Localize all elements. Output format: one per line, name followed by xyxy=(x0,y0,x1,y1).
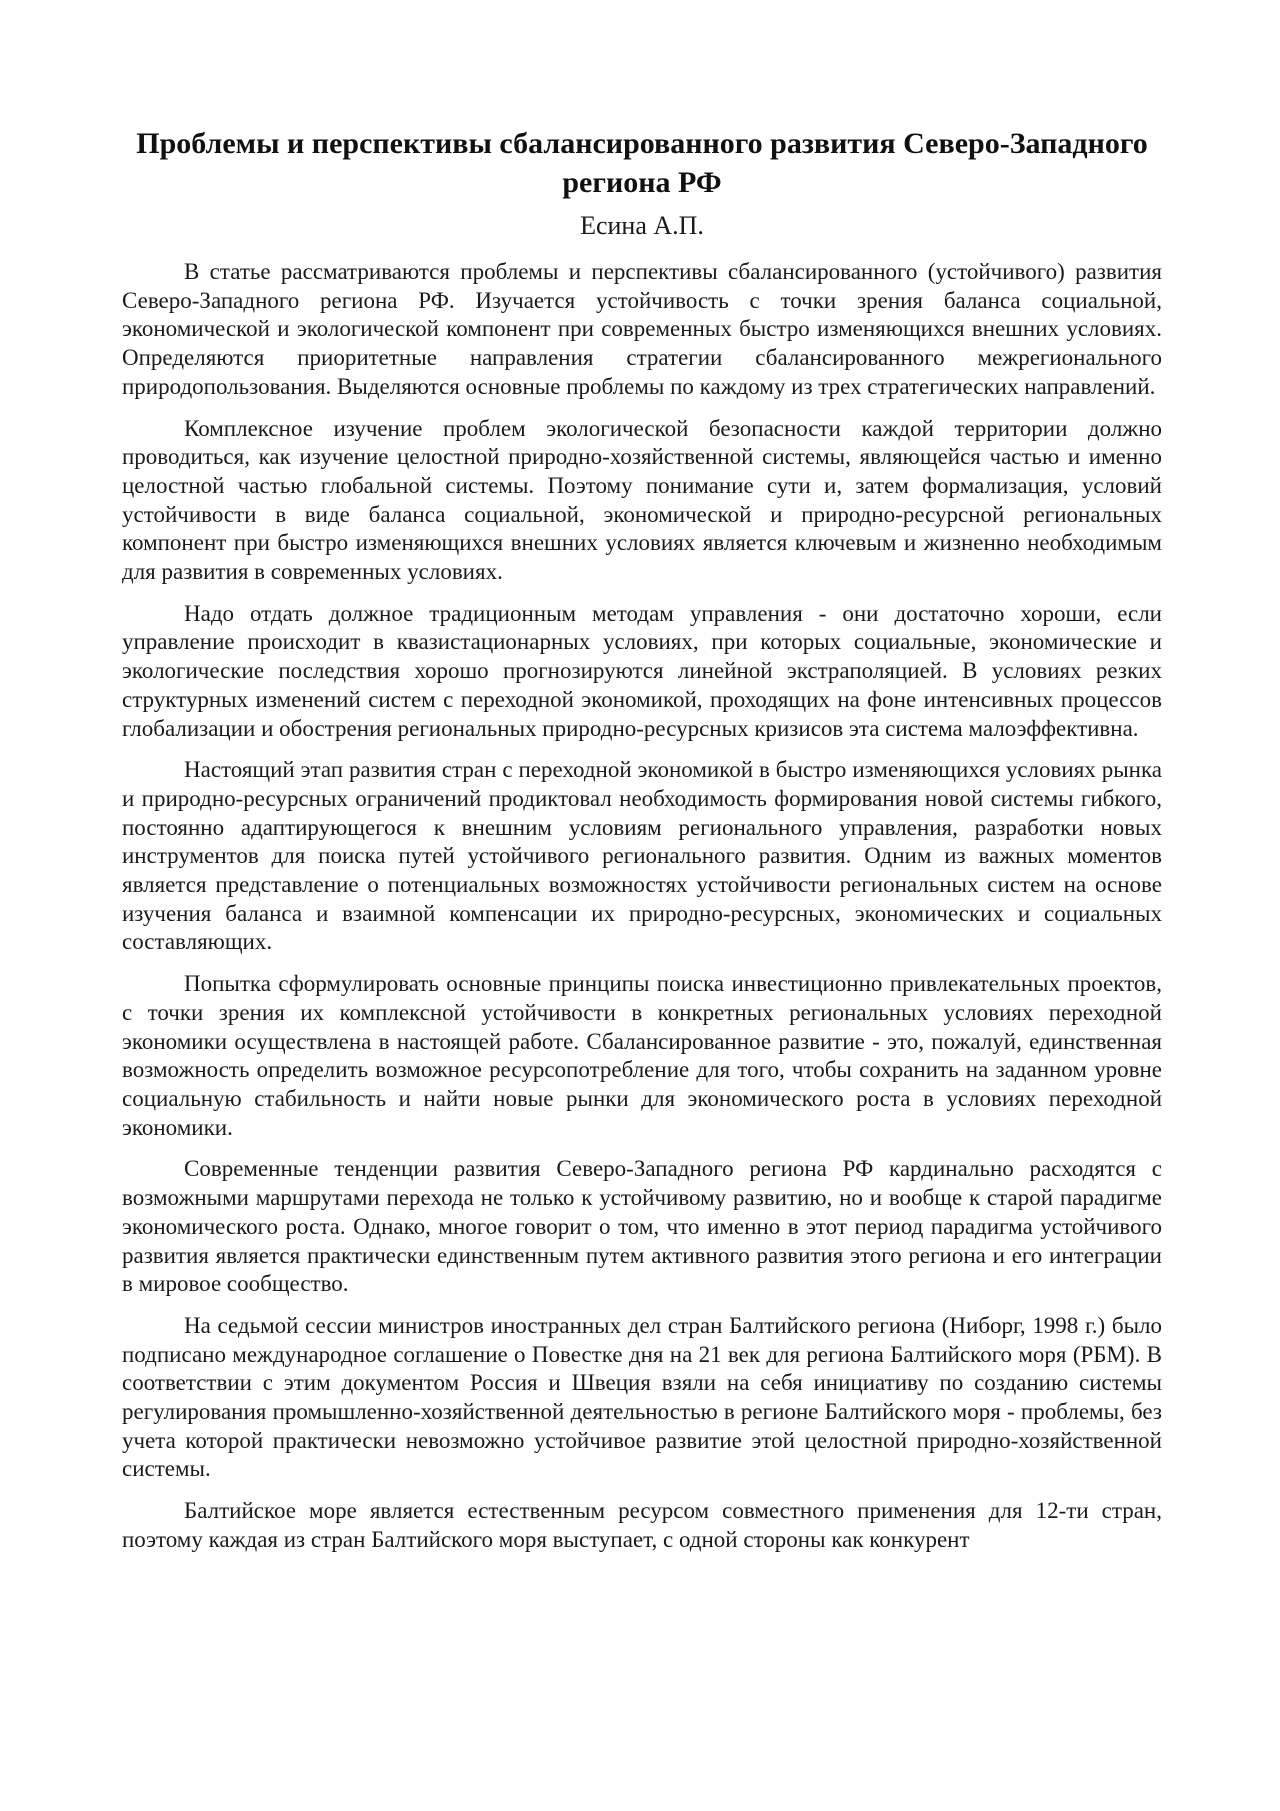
paragraph: Современные тенденции развития Северо-Западного региона РФ кардинально расходятся с возможными маршрутами перехода не только к устойчивому развитию, но и вообще к старой парадигме экономического роста. Однако, многое говорит о том, что именно в этот период парадигма устойчивого развития является практически единственным путем активного развития этого региона и его интеграции в мировое сообщество. xyxy=(122,1156,1162,1297)
paragraph: Надо отдать должное традиционным методам управления - они достаточно хороши, если управление происходит в квазистационарных условиях, при которых социальные, экономические и экологические последствия хорошо прогнозируются линейной экстраполяцией. В условиях резких структурных изменений систем с переходной экономикой, проходящих на фоне интенсивных процессов глобализации и обострения региональных природно-ресурсных кризисов эта система малоэффективна. xyxy=(122,600,1162,741)
paragraph: Комплексное изучение проблем экологической безопасности каждой территории должно проводиться, как изучение целостной природно-хозяйственной системы, являющейся частью и именно целостной частью глобальной системы. Поэтому понимание сути и, затем формализация, условий устойчивости в виде баланса социальной, экономической и природно-ресурсной региональных компонент при быстро изменяющихся внешних условиях является ключевым и жизненно необходимым для развития в современных условиях. xyxy=(122,415,1162,585)
article-title: Проблемы и перспективы сбалансированного развития Северо-Западного региона РФ xyxy=(136,127,1148,199)
paragraph: На седьмой сессии министров иностранных дел стран Балтийского региона (Ниборг, 1998 г.) было подписано международное соглашение о Повестке дня на 21 век для региона Балтийского моря (РБМ). В соответствии с этим документом Россия и Швеция взяли на себя инициативу по созданию системы регулирования промышленно-хозяйственной деятельностью в регионе Балтийского моря - проблемы, без учета которой практически невозможно устойчивое развитие этой целостной природно-хозяйственной системы. xyxy=(122,1312,1162,1482)
paragraph: Настоящий этап развития стран с переходной экономикой в быстро изменяющихся условиях рынка и природно-ресурсных ограничений продиктовал необходимость формирования новой системы гибкого, постоянно адаптирующегося к внешним условиям регионального управления, разработки новых инструментов для поиска путей устойчивого регионального развития. Одним из важных моментов является представление о потенциальных возможностях устойчивости региональных систем на основе изучения баланса и взаимной компенсации их природно-ресурсных, экономических и социальных составляющих. xyxy=(122,757,1162,955)
paragraph: Балтийское море является естественным ресурсом совместного применения для 12-ти стран, поэтому каждая из стран Балтийского моря выступает, с одной стороны как конкурент xyxy=(122,1498,1162,1552)
article-author: Есина А.П. xyxy=(580,211,704,240)
paragraph-abstract: В статье рассматриваются проблемы и перспективы сбалансированного (устойчивого) развития Северо-Западного региона РФ. Изучается устойчивость с точки зрения баланса социальной, экономической и экологической компонент при современных быстро изменяющихся внешних условиях. Определяются приоритетные направления стратегии сбалансированного межрегионального природопользования. Выделяются основные проблемы по каждому из трех стратегических направлений. xyxy=(122,259,1162,399)
paragraph: Попытка сформулировать основные принципы поиска инвестиционно привлекательных проектов, с точки зрения их комплексной устойчивости в конкретных региональных условиях переходной экономики осуществлена в настоящей работе. Сбалансированное развитие - это, пожалуй, единственная возможность определить возможное ресурсопотребление для того, чтобы сохранить на заданном уровне социальную стабильность и найти новые рынки для экономического роста в условиях переходной экономики. xyxy=(122,971,1162,1140)
article-body xyxy=(122,124,1162,1568)
